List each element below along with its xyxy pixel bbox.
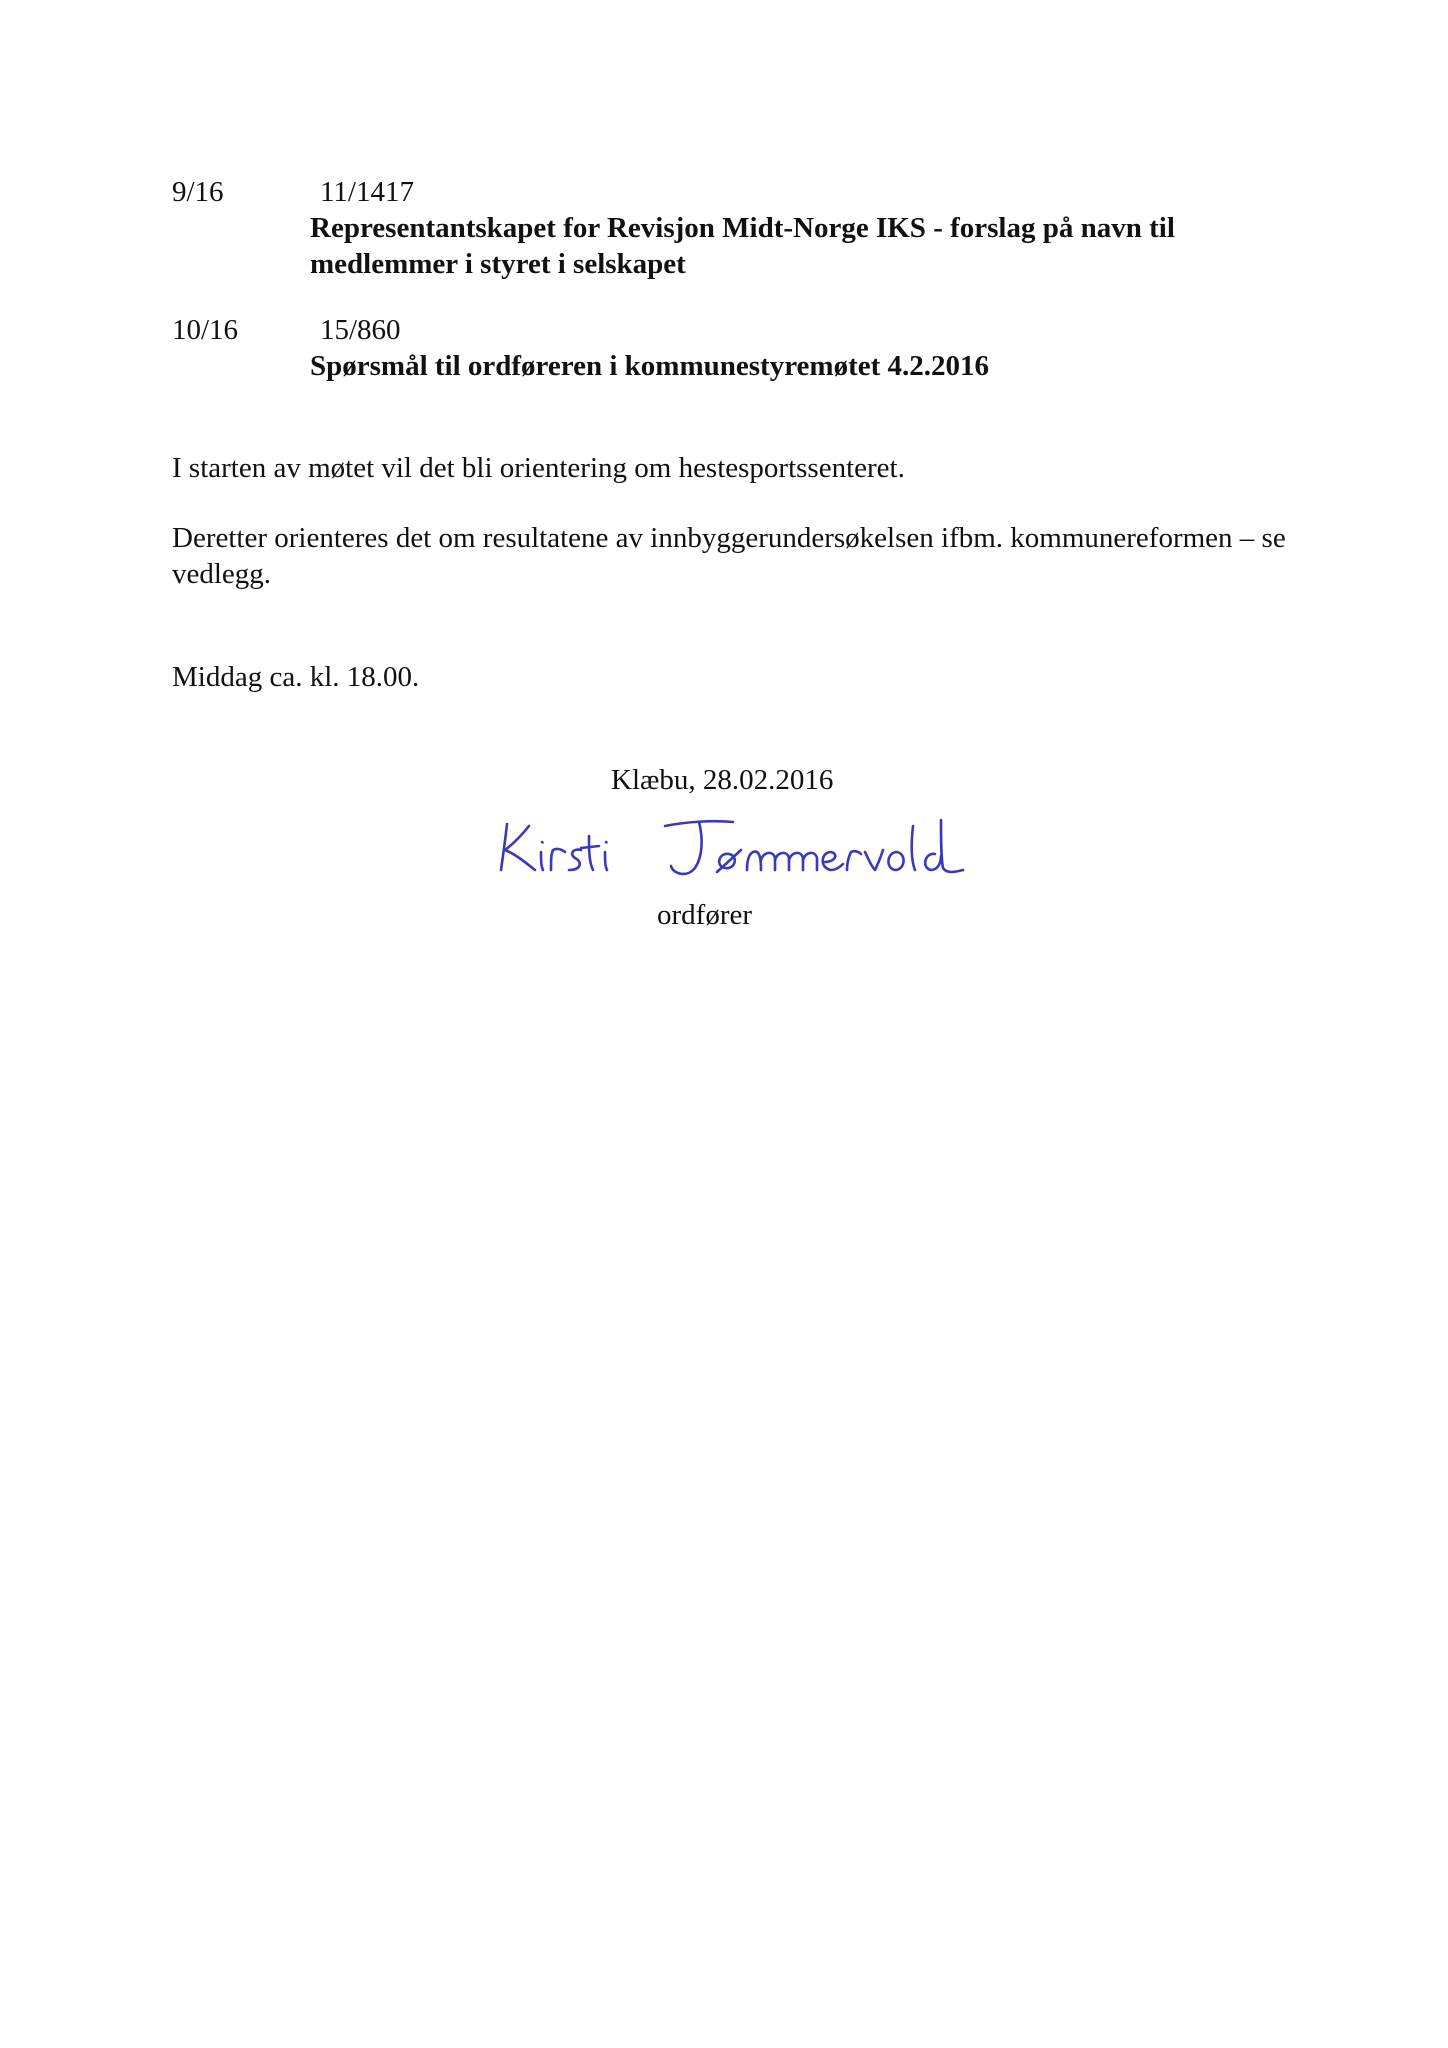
handwritten-signature [485,804,965,894]
info-paragraph: Deretter orienteres det om resultatene av innbyggerundersøkelsen ifbm. kommunereformen – se vedlegg. [172,522,1286,590]
case-reference: 15/860 [320,314,401,346]
item-title: Representantskapet for Revisjon Midt-Norge IKS - forslag på navn til medlemmer i styret i selskapet [310,212,1175,280]
case-reference: 11/1417 [320,176,414,208]
item-title: Spørsmål til ordføreren i kommunestyremøtet 4.2.2016 [310,350,990,382]
signatory-role: ordfører [657,899,753,931]
info-paragraph: I starten av møtet vil det bli orientering om hestesportssenteret. [172,452,905,484]
place-and-date: Klæbu, 28.02.2016 [611,764,834,796]
signature-graphic [485,804,965,894]
dinner-note: Middag ca. kl. 18.00. [172,661,420,693]
item-number: 10/16 [172,314,239,346]
item-number: 9/16 [172,176,224,208]
